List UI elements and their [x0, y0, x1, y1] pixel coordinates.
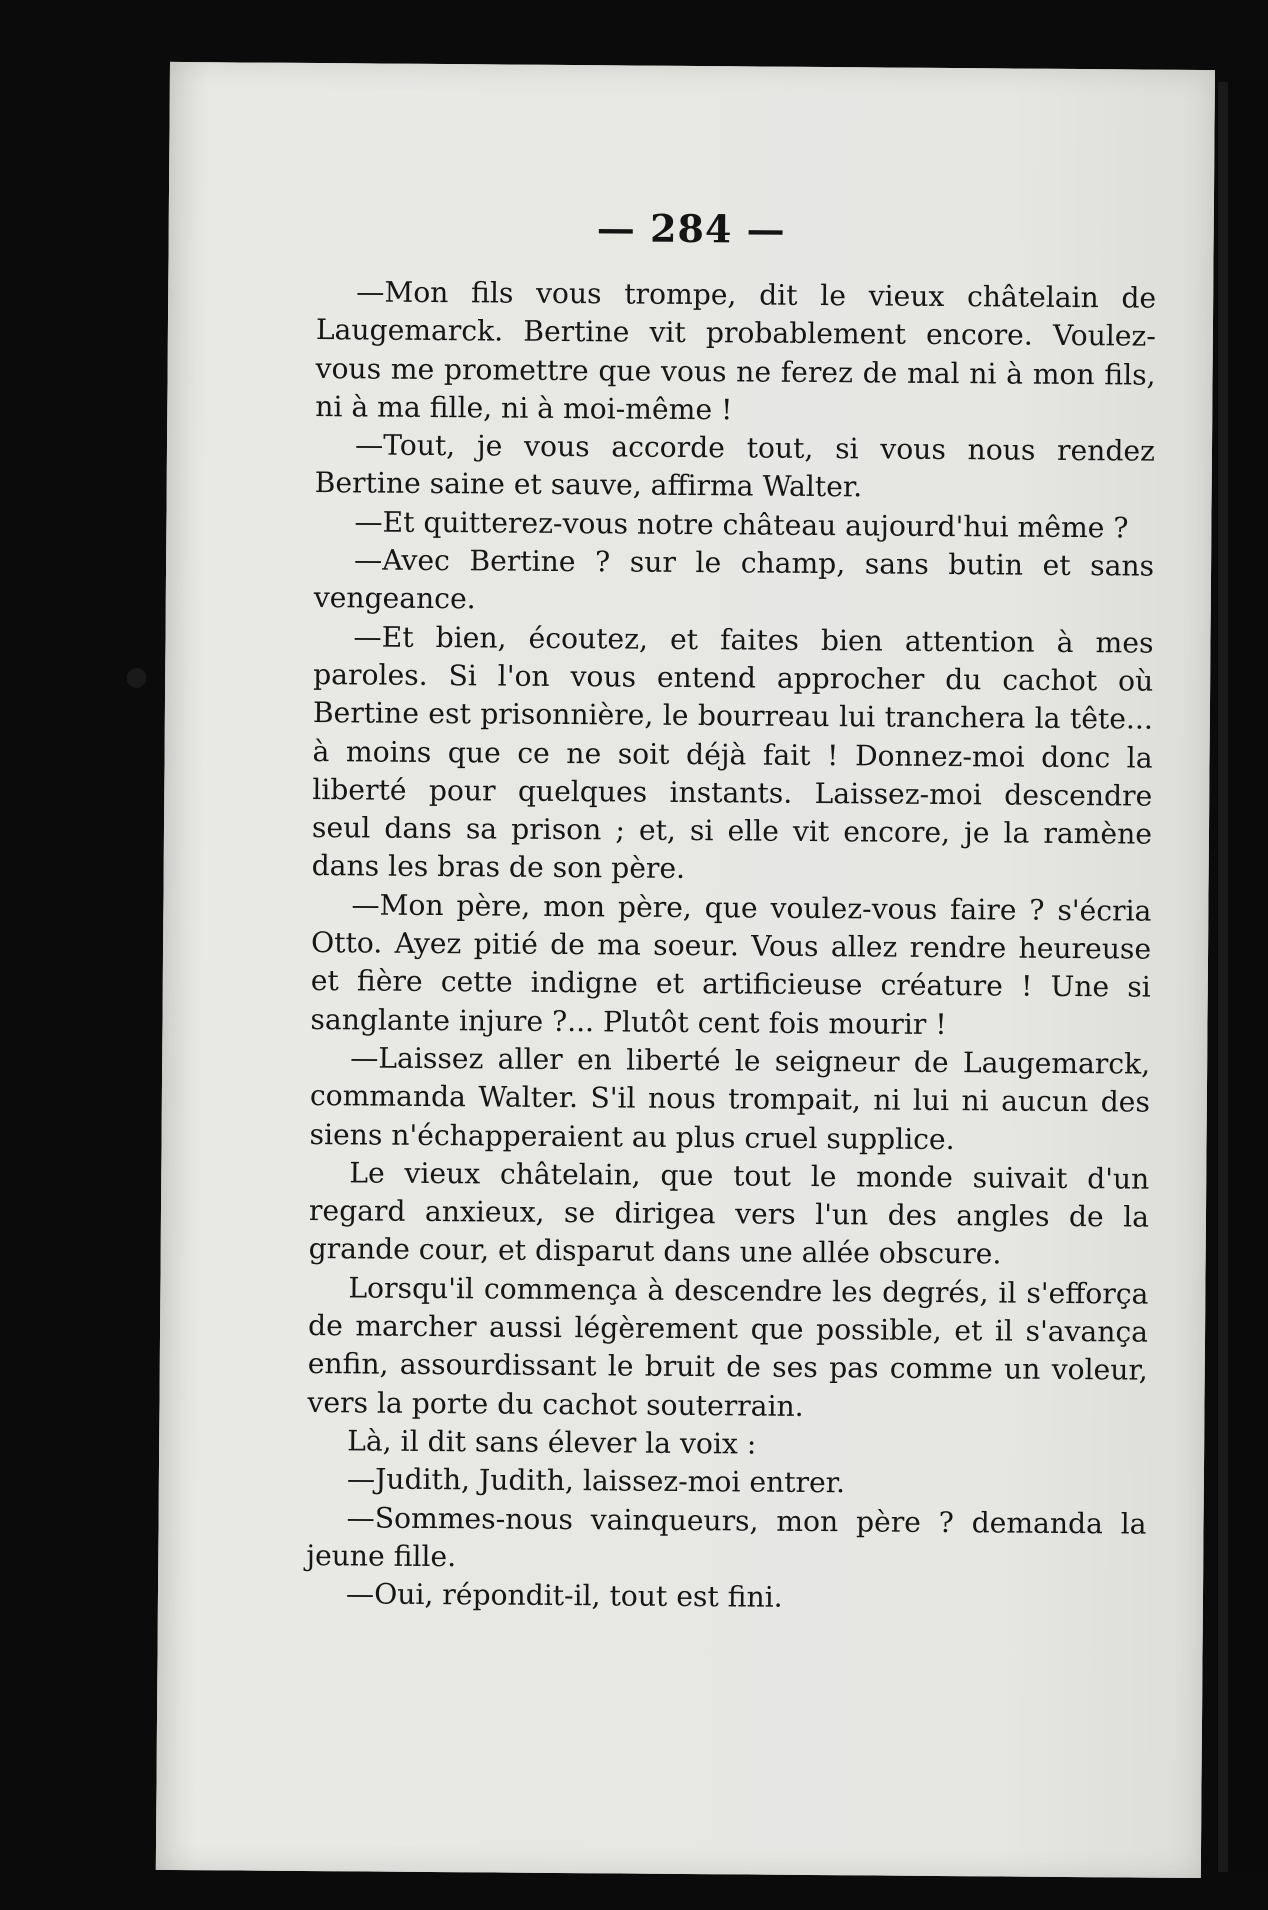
paragraph: —Mon père, mon père, que voulez-vous faire ? s'écria Otto. Ayez pitié de ma soeur. Vous allez rendre heureuse et fière cette indigne et artificieuse créature ! Une si sanglante injure ?... Plutôt cent fois mourir !	[310, 888, 1152, 1041]
paragraph: —Laissez aller en liberté le seigneur de Laugemarck, commanda Walter. S'il nous trompait, ni lui ni aucun des siens n'échapperaient au plus cruel supplice.	[309, 1041, 1151, 1156]
book-page	[125, 62, 1215, 1878]
paragraph: —Judith, Judith, laissez-moi entrer.	[346, 1462, 846, 1500]
page-number: — 284 —	[596, 205, 786, 252]
ink-speck: ●	[125, 661, 148, 692]
paragraph: —Sommes-nous vainqueurs, mon père ? demanda la jeune fille.	[306, 1500, 1147, 1573]
paragraph: —Tout, je vous accorde tout, si vous nous rendez Bertine saine et sauve, affirma Walter.	[314, 428, 1156, 504]
paragraph: —Oui, répondit-il, tout est fini.	[345, 1577, 783, 1614]
page-body	[306, 273, 1157, 1620]
paragraph: —Mon fils vous trompe, dit le vieux châtelain de Laugemarck. Bertine vit probablement encore. Voulez-vous me promettre que vous ne ferez de mal ni à mon fils, ni à ma fille, ni à moi-même !	[315, 275, 1157, 427]
paragraph: Là, il dit sans élever la voix :	[347, 1424, 757, 1461]
paragraph: —Et quitterez-vous notre château aujourd'hui même ?	[354, 505, 1129, 545]
paragraph: —Avec Bertine ? sur le champ, sans butin et sans vengeance.	[313, 543, 1155, 616]
adjacent-page-edge	[1218, 82, 1228, 1872]
paragraph: —Et bien, écoutez, et faites bien attention à mes paroles. Si l'on vous entend approcher du cachot où Bertine est prisonnière, le bourreau lui tranchera la tête... à moins que ce ne soit déjà fait ! Donnez-moi donc la liberté pour quelques instants. Laissez-moi descendre seul dans sa prison ; et, si elle vit encore, je la ramène dans les bras de son père.	[311, 620, 1154, 886]
paragraph: Lorsqu'il commença à descendre les degrés, il s'efforça de marcher aussi légèrement que possible, et il s'avança enfin, assourdissant le bruit de ses pas comme un voleur, vers la porte du cachot souterrain.	[307, 1271, 1149, 1423]
scan-border	[1228, 80, 1268, 1870]
paragraph: Le vieux châtelain, que tout le monde suivait d'un regard anxieux, se dirigea vers l'un des angles de la grande cour, et disparut dans une allée obscure.	[308, 1156, 1150, 1271]
